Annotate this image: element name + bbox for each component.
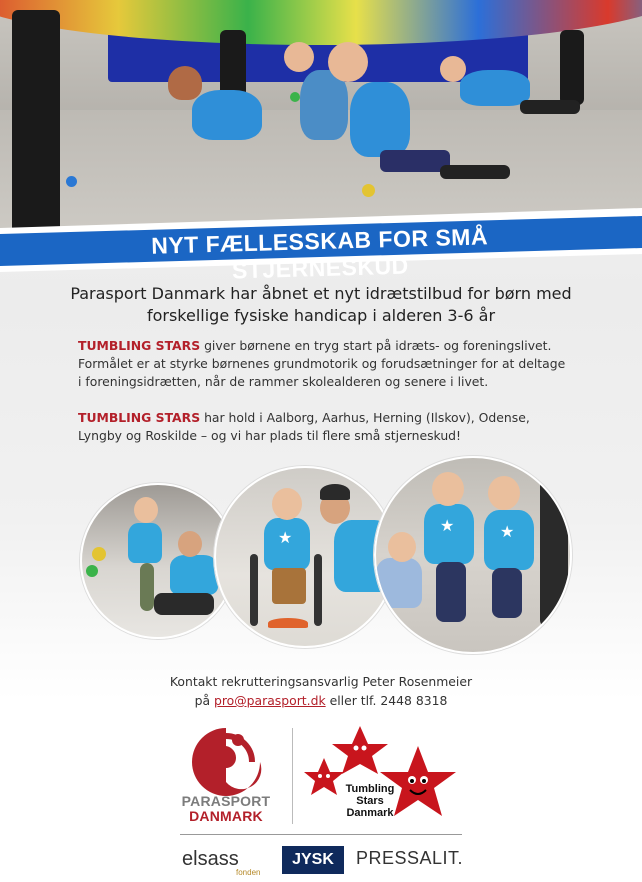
child-head [284, 42, 314, 72]
star-icon: ★ [440, 516, 455, 535]
tumbling-stars-text: Tumbling [345, 783, 395, 795]
adult-leg [560, 30, 584, 105]
child-head [272, 488, 302, 520]
paragraph-text: giver børnene en tryg start på idræts- og foreningslivet. Formålet er at styrke børnenes grundmotorik og forudsætninger for at deltage i foreningsidrætten, når de rammer skolealderen og senere i livet. [78, 338, 566, 389]
photo-circle-middle [214, 466, 396, 648]
child-crawling [192, 90, 262, 140]
child-legs [492, 568, 522, 618]
floor-cone [268, 618, 308, 628]
ball [290, 92, 300, 102]
sponsor-divider [180, 834, 462, 835]
brand-name: TUMBLING STARS [78, 338, 201, 353]
contact-phone: eller tlf. 2448 8318 [325, 693, 448, 708]
child-crawling [460, 70, 530, 106]
child-head [440, 56, 466, 82]
child-head [328, 42, 368, 82]
tumbling-stars-text: Danmark [346, 807, 394, 819]
child-head [488, 476, 520, 510]
elsass-logo: elsass [182, 848, 239, 870]
adult-hair [320, 484, 350, 500]
photo-circle-left [80, 483, 236, 639]
photo-circle-right [374, 456, 572, 654]
ball [86, 565, 98, 577]
logo-divider [292, 728, 293, 824]
email-link[interactable]: pro@parasport.dk [214, 693, 326, 708]
ball [66, 176, 77, 187]
child-head [388, 532, 416, 562]
star-icon: ★ [278, 528, 293, 547]
paragraph-intro [78, 337, 568, 391]
adult-leg [540, 478, 568, 628]
adult-shirt [170, 555, 218, 595]
jysk-logo-text: JYSK [292, 851, 334, 868]
star-icon: ★ [500, 522, 515, 541]
pressalit-logo: PRESSALIT. [356, 848, 464, 868]
lead-text: Parasport Danmark har åbnet et nyt idrætstilbud for børn med forskellige fysiske handicap i alderen 3-6 år [70, 284, 572, 325]
banner-title: NYT FÆLLESSKAB FOR SMÅ STJERNESKUD [150, 223, 489, 284]
adult-head [178, 531, 202, 557]
parasport-logo-subtext: DANMARK [189, 808, 263, 824]
child-shirt [376, 558, 422, 608]
contact-info [60, 672, 582, 710]
elsass-logo-sub: fonden [236, 868, 261, 877]
child-shoe [440, 165, 510, 179]
contact-prefix: på [194, 693, 214, 708]
child-legs [436, 562, 466, 622]
parasport-logo-text: PARASPORT [181, 793, 271, 809]
contact-line-2 [60, 691, 582, 710]
adult-legs [154, 593, 214, 615]
contact-line: Kontakt rekrutteringsansvarlig Peter Rosenmeier [169, 674, 473, 689]
jysk-logo [282, 846, 344, 874]
child-skirt [272, 568, 306, 604]
walker-frame [250, 554, 258, 626]
hero-parachute [0, 0, 642, 45]
child-legs [140, 563, 154, 611]
ball [362, 184, 375, 197]
child-head [134, 497, 158, 523]
ball [92, 547, 106, 561]
paragraph-locations [78, 409, 568, 445]
paragraph-text: har hold i Aalborg, Aarhus, Herning (Ilskov), Odense, Lyngby og Roskilde – og vi har plads til flere små stjerneskud! [78, 410, 530, 443]
child-legs [520, 100, 580, 114]
child-hair [168, 66, 202, 100]
child-smiling [350, 82, 410, 157]
adult-leg [12, 10, 60, 235]
tumbling-stars-text: Stars [356, 795, 384, 807]
walker-frame [314, 554, 322, 626]
child-shirt [128, 523, 162, 563]
child-head [432, 472, 464, 506]
brand-name: TUMBLING STARS [78, 410, 201, 425]
